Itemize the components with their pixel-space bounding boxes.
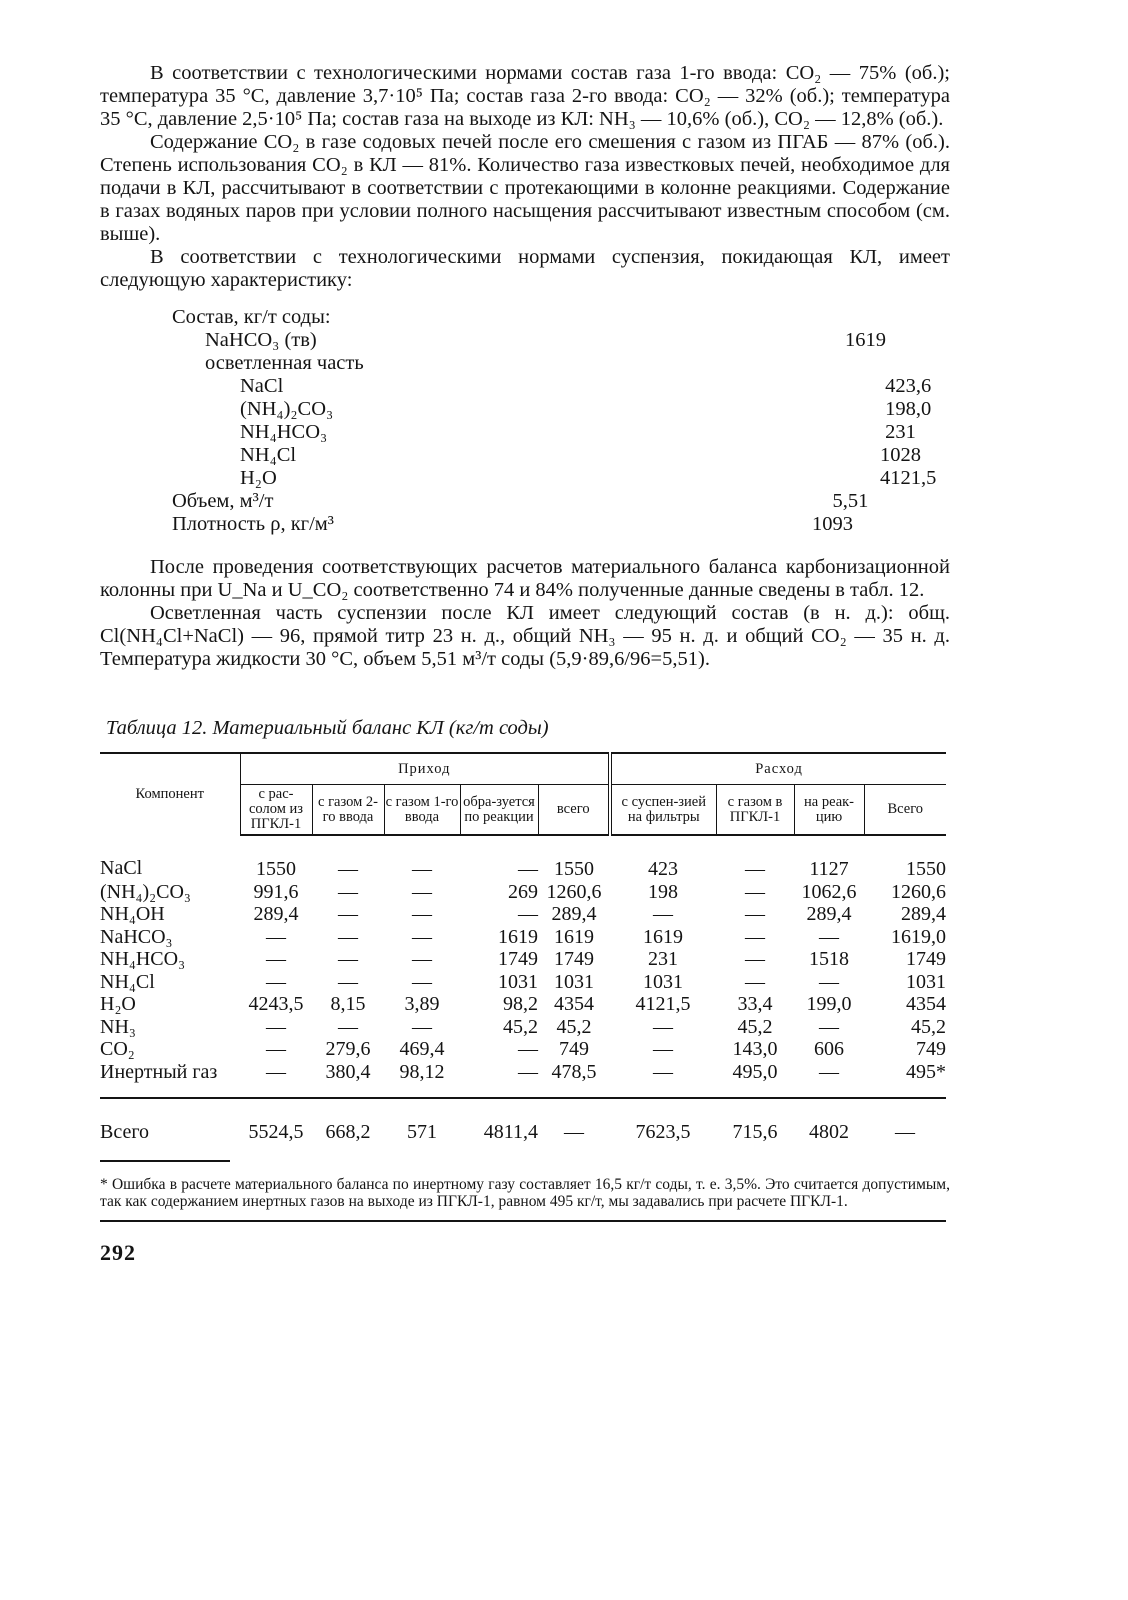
cell: — xyxy=(266,1060,286,1083)
material-balance-table xyxy=(100,752,946,1156)
page-number: 292 xyxy=(100,1239,136,1265)
cell: — xyxy=(266,925,286,948)
cell: 289,4 xyxy=(901,903,947,925)
cell: 4354 xyxy=(906,993,947,1015)
column-header-gas-pgkl: с газом в ПГКЛ-1 xyxy=(716,785,794,836)
cell: — xyxy=(518,1038,538,1060)
composition-value: 231 xyxy=(880,421,916,443)
table-footnote: * Ошибка в расчете материального баланса по инертному газу составляет 16,5 кг/т соды, т. е. 3,5%. Это считается допустимым, так как содержанием инертных газов на выходе из ПГКЛ-1, равном 495 кг/т, мы задавались при расчете ПГКЛ-1. xyxy=(100,1175,950,1210)
cell: — xyxy=(538,1098,610,1156)
cell: — xyxy=(653,1060,674,1083)
composition-label: NaCl xyxy=(240,375,284,397)
composition-label: Плотность ρ, кг/м³ xyxy=(172,513,334,535)
cell: 571 xyxy=(384,1098,460,1156)
row-component: H₂O xyxy=(100,993,136,1015)
cell: 495* xyxy=(906,1060,947,1083)
table-row xyxy=(100,903,946,926)
composition-value: 1093 xyxy=(812,513,853,535)
cell: 289,4 xyxy=(551,903,597,925)
paragraph-balance-summary: После проведения соответствующих расчетов материального баланса карбонизационной колонны при U_Na и U_CO₂ соответственно 74 и 84% полученные данные сведены в табл. 12. xyxy=(100,556,950,601)
column-header-component: Компонент xyxy=(100,753,240,835)
composition-label: (NH₄)₂CO₃ xyxy=(240,398,334,420)
cell: — xyxy=(745,903,766,925)
table-row xyxy=(100,993,946,1016)
cell: — xyxy=(819,970,840,993)
cell: — xyxy=(338,948,358,970)
cell: 1031 xyxy=(906,970,947,993)
cell: — xyxy=(819,925,840,948)
cell: — xyxy=(412,948,432,970)
cell: 1749 xyxy=(906,948,947,970)
cell: 1619 xyxy=(643,925,684,948)
column-header-gas2: с газом 2-го ввода xyxy=(312,785,384,836)
cell: 33,4 xyxy=(737,993,773,1015)
row-component: NH₄Cl xyxy=(100,970,155,993)
cell: — xyxy=(518,858,538,880)
composition-label: Объем, м³/т xyxy=(172,490,274,512)
cell: — xyxy=(745,925,766,948)
cell: — xyxy=(864,1098,946,1156)
cell: 495,0 xyxy=(732,1060,778,1083)
cell: — xyxy=(338,903,358,925)
paragraph-clarified-composition: Осветленная часть суспензии после КЛ имеет следующий состав (в н. д.): общ. Cl(NH₄Cl+NaCl) — 96, прямой титр 23 н. д., общий NH₃ — 95 н. д. и общий CO₂ — 35 н. д. Температура жидкости 30 °С, объем 5,51 м³/т соды (5,9·89,6/96=5,51). xyxy=(100,602,950,670)
row-component: NaCl xyxy=(100,857,143,879)
suspension-composition-list xyxy=(100,306,950,536)
cell: — xyxy=(745,880,766,903)
cell: 469,4 xyxy=(399,1038,445,1060)
cell: 1619,0 xyxy=(891,925,947,948)
composition-subtitle: осветленная часть xyxy=(205,352,364,374)
composition-value: 423,6 xyxy=(880,375,932,397)
composition-label: NaHCO₃ (тв) xyxy=(205,329,317,351)
cell: 1127 xyxy=(809,858,849,880)
row-component: NH₄OH xyxy=(100,903,165,925)
cell: — xyxy=(338,970,358,993)
cell: 991,6 xyxy=(253,880,299,903)
cell: 289,4 xyxy=(806,903,852,925)
row-component: NH₃ xyxy=(100,1015,136,1038)
cell: — xyxy=(412,858,432,880)
cell: 198 xyxy=(648,880,679,903)
table-row xyxy=(100,1016,946,1039)
cell: 7623,5 xyxy=(610,1098,716,1156)
table-row xyxy=(100,926,946,949)
cell: — xyxy=(266,970,286,993)
composition-label: H₂O xyxy=(240,467,277,489)
cell: 380,4 xyxy=(325,1060,371,1083)
cell: 45,2 xyxy=(911,1015,947,1038)
cell: 423 xyxy=(648,858,679,880)
composition-value: 5,51 xyxy=(812,490,869,512)
cell: 749 xyxy=(916,1038,947,1060)
cell: — xyxy=(745,858,766,880)
cell: 1749 xyxy=(554,948,594,970)
bottom-divider xyxy=(100,1220,946,1222)
column-header-formed: обра-зуется по реакции xyxy=(460,785,538,836)
cell: 143,0 xyxy=(732,1038,778,1060)
cell: — xyxy=(412,1015,432,1038)
cell: — xyxy=(745,948,766,970)
cell: 4811,4 xyxy=(460,1098,538,1156)
cell: 1062,6 xyxy=(801,880,857,903)
cell: 5524,5 xyxy=(240,1098,312,1156)
cell: 1619 xyxy=(498,925,538,948)
composition-value: 4121,5 xyxy=(880,467,937,489)
cell: — xyxy=(653,1015,674,1038)
cell: 4121,5 xyxy=(635,993,691,1015)
row-component: NH₄HCO₃ xyxy=(100,948,186,970)
table-row xyxy=(100,1061,946,1099)
cell: 199,0 xyxy=(806,993,852,1015)
column-header-sum-in: всего xyxy=(538,785,610,836)
page xyxy=(100,62,950,1266)
column-header-gas1: с газом 1-го ввода xyxy=(384,785,460,836)
cell: 749 xyxy=(559,1038,589,1060)
cell: 1260,6 xyxy=(891,880,947,903)
cell: — xyxy=(653,1038,674,1060)
cell: — xyxy=(819,1060,840,1083)
cell: — xyxy=(338,925,358,948)
cell: 4354 xyxy=(554,993,594,1015)
cell: 1031 xyxy=(643,970,684,993)
cell: 606 xyxy=(814,1038,845,1060)
cell: 1619 xyxy=(554,925,594,948)
cell: — xyxy=(412,880,432,903)
cell: — xyxy=(338,858,358,880)
group-header-outcome: Расход xyxy=(610,753,946,785)
cell: — xyxy=(412,925,432,948)
cell: 1749 xyxy=(498,948,538,970)
table-row xyxy=(100,835,946,881)
composition-value: 198,0 xyxy=(880,398,932,420)
cell: 1550 xyxy=(256,858,296,880)
cell: — xyxy=(266,948,286,970)
cell: 668,2 xyxy=(312,1098,384,1156)
cell: — xyxy=(819,1015,840,1038)
column-header-suspension: с суспен-зией на фильтры xyxy=(610,785,716,836)
cell: 1031 xyxy=(498,970,538,993)
cell: 98,2 xyxy=(503,993,538,1015)
paragraph-co2-content: Содержание CO₂ в газе содовых печей после его смешения с газом из ПГАБ — 87% (об.). Степень использования CO₂ в КЛ — 81%. Количество газа известковых печей, необходимое для подачи в КЛ, рассчитывают в соответствии с протекающими в колонне реакциями. Содержание в газах водяных паров при условии полного насыщения рассчитывают известным способом (см. выше). xyxy=(100,131,950,245)
composition-label: NH₄Cl xyxy=(240,444,297,466)
row-component: NaHCO₃ xyxy=(100,925,173,948)
cell: — xyxy=(266,1038,286,1060)
composition-value: 1619 xyxy=(845,329,886,351)
composition-label: NH₄HCO₃ xyxy=(240,421,328,443)
column-header-pgkl: с рас-солом из ПГКЛ-1 xyxy=(240,785,312,836)
cell: 45,2 xyxy=(556,1015,592,1038)
cell: 1260,6 xyxy=(546,880,602,903)
column-header-reaction: на реак-цию xyxy=(794,785,864,836)
cell: — xyxy=(518,903,538,925)
row-component: Инертный газ xyxy=(100,1060,218,1083)
cell: 4802 xyxy=(794,1098,864,1156)
table-total-row xyxy=(100,1098,946,1156)
table-row xyxy=(100,948,946,971)
composition-title: Состав, кг/т соды: xyxy=(172,306,331,328)
cell: — xyxy=(518,1060,538,1083)
footnote-divider xyxy=(100,1160,230,1162)
cell: 478,5 xyxy=(551,1060,597,1083)
composition-value: 1028 xyxy=(880,444,921,466)
cell: — xyxy=(653,903,674,925)
cell: 279,6 xyxy=(325,1038,371,1060)
cell: 45,2 xyxy=(503,1015,538,1038)
cell: — xyxy=(412,970,432,993)
group-header-income: Приход xyxy=(240,753,610,785)
table-row xyxy=(100,881,946,904)
cell: 1550 xyxy=(906,858,947,880)
cell: — xyxy=(338,880,358,903)
table-caption: Таблица 12. Материальный баланс КЛ (кг/т соды) xyxy=(106,717,549,739)
cell: 1550 xyxy=(554,858,594,880)
row-component: (NH₄)₂CO₃ xyxy=(100,880,191,903)
paragraph-suspension-intro: В соответствии с технологическими нормами суспензия, покидающая КЛ, имеет следующую характеристику: xyxy=(100,246,950,291)
cell: 3,89 xyxy=(404,993,440,1015)
cell: 231 xyxy=(648,948,679,970)
cell: — xyxy=(266,1015,286,1038)
cell: — xyxy=(745,970,766,993)
cell: 289,4 xyxy=(253,903,299,925)
cell: 1031 xyxy=(554,970,594,993)
cell: — xyxy=(338,1015,358,1038)
cell: 98,12 xyxy=(399,1060,445,1083)
column-header-sum-out: Всего xyxy=(864,785,946,836)
total-label: Всего xyxy=(100,1098,240,1156)
cell: 715,6 xyxy=(716,1098,794,1156)
cell: 1518 xyxy=(809,948,850,970)
cell: 4243,5 xyxy=(248,993,304,1015)
cell: — xyxy=(412,903,432,925)
cell: 269 xyxy=(508,880,538,903)
table-row xyxy=(100,1038,946,1061)
paragraph-gas-inputs: В соответствии с технологическими нормами состав газа 1-го ввода: CO₂ — 75% (об.); температура 35 °С, давление 3,7·10⁵ Па; состав газа 2-го ввода: CO₂ — 32% (об.); температура 35 °С, давление 2,5·10⁵ Па; состав газа на выходе из КЛ: NH₃ — 10,6% (об.), CO₂ — 12,8% (об.). xyxy=(100,62,950,130)
row-component: CO₂ xyxy=(100,1038,135,1060)
cell: 45,2 xyxy=(737,1015,773,1038)
cell: 8,15 xyxy=(330,993,366,1015)
table-row xyxy=(100,971,946,994)
